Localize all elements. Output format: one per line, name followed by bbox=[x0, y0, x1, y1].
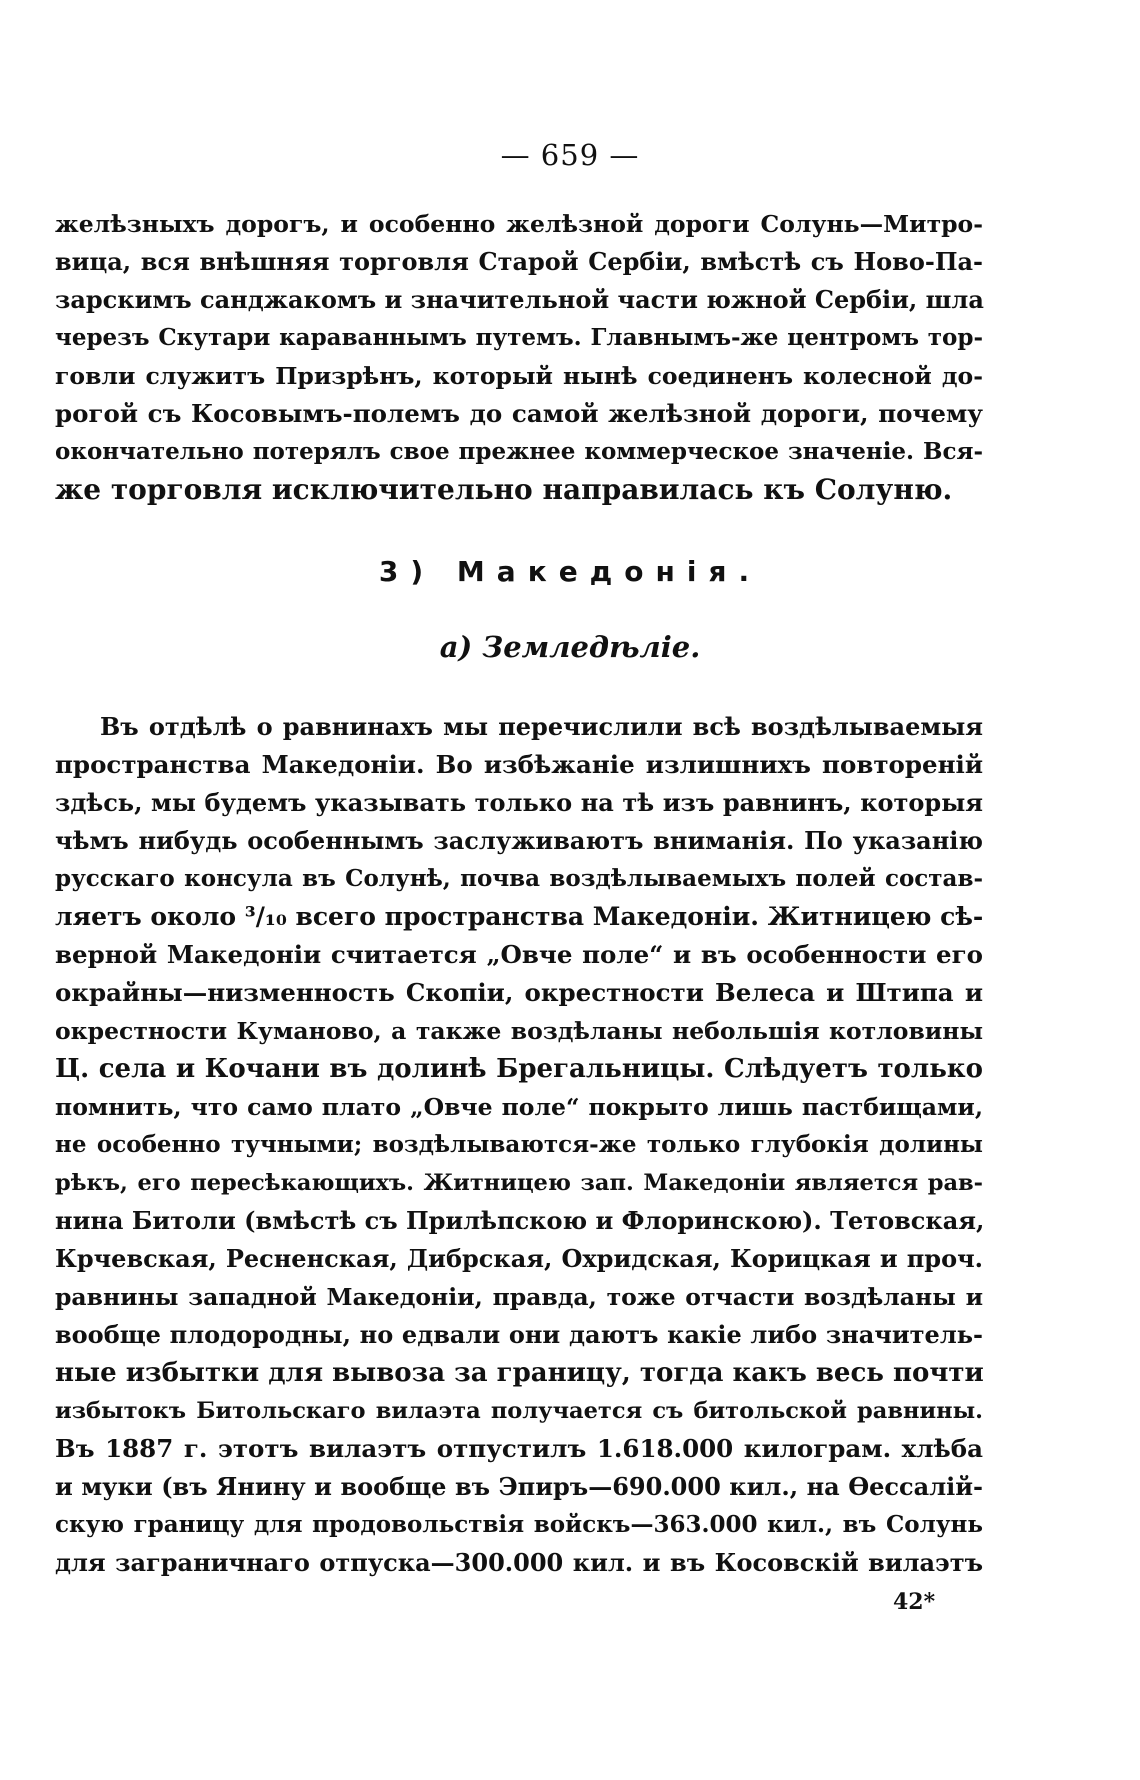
text-line: Ц. села и Кочани въ долинѣ Брегальницы. Слѣдуетъ только bbox=[55, 1054, 983, 1084]
text-line: говли служитъ Призрѣнъ, который нынѣ соединенъ колесной до- bbox=[55, 362, 983, 390]
text-line: вица, вся внѣшняя торговля Старой Сербіи, вмѣстѣ съ Ново-Па- bbox=[55, 247, 983, 276]
subsection-heading: а) Земледѣліе. bbox=[439, 630, 701, 664]
text-line: чѣмъ нибудь особеннымъ заслуживаютъ вниманія. По указанію bbox=[55, 826, 983, 855]
text-line: верной Македоніи считается „Овче поле“ и въ особенности его bbox=[55, 940, 983, 969]
text-line: Крчевская, Ресненская, Дибрская, Охридская, Корицкая и проч. bbox=[55, 1244, 983, 1273]
section-heading: 3) Македонія. bbox=[378, 555, 762, 588]
text-line: здѣсь, мы будемъ указывать только на тѣ изъ равнинъ, которыя bbox=[55, 788, 983, 817]
text-line: зарскимъ санджакомъ и значительной части южной Сербіи, шла bbox=[55, 285, 984, 314]
text-line: для заграничнаго отпуска—300.000 кил. и въ Косовскій вилаэтъ bbox=[55, 1548, 983, 1577]
text-line: ные избытки для вывоза за границу, тогда какъ весь почти bbox=[55, 1358, 984, 1388]
text-line: же торговля исключительно направилась къ Солуню. bbox=[55, 473, 953, 506]
text-line: вообще плодородны, но едвали они даютъ какіе либо значитель- bbox=[55, 1320, 983, 1349]
text-line: не особенно тучными; воздѣлываются-же только глубокія долины bbox=[55, 1131, 983, 1158]
text-line: ляетъ около ³/₁₀ всего пространства Македоніи. Житницею сѣ- bbox=[55, 902, 984, 931]
text-line: желѣзныхъ дорогъ, и особенно желѣзной дороги Солунь—Митро- bbox=[55, 210, 983, 238]
text-line: Въ 1887 г. этотъ вилаэтъ отпустилъ 1.618.000 килограм. хлѣба bbox=[55, 1434, 983, 1463]
text-line: и муки (въ Янину и вообще въ Эпиръ—690.000 кил., на Ѳессалій- bbox=[55, 1472, 983, 1501]
text-line: равнины западной Македоніи, правда, тоже отчасти воздѣланы и bbox=[55, 1283, 983, 1311]
text-line: черезъ Скутари караваннымъ путемъ. Главнымъ-же центромъ тор- bbox=[55, 324, 983, 351]
text-line: нина Битоли (вмѣстѣ съ Прилѣпскою и Флоринскою). Тетовская, bbox=[55, 1206, 985, 1235]
text-line: скую границу для продовольствія войскъ—363.000 кил., въ Солунь bbox=[55, 1511, 983, 1538]
text-line: окрайны—низменность Скопіи, окрестности Велеса и Штипа и bbox=[55, 978, 983, 1007]
page-number: — 659 — bbox=[500, 138, 640, 172]
text-line: окончательно потерялъ свое прежнее коммерческое значеніе. Вся- bbox=[55, 438, 983, 465]
text-line: рѣкъ, его пересѣкающихъ. Житницею зап. Македоніи является рав- bbox=[55, 1170, 983, 1196]
text-line: русскаго консула въ Солунѣ, почва воздѣлываемыхъ полей состав- bbox=[55, 865, 983, 892]
text-line: рогой съ Косовымъ-полемъ до самой желѣзной дороги, почему bbox=[55, 399, 983, 428]
text-line: Въ отдѣлѣ о равнинахъ мы перечислили всѣ воздѣлываемыя bbox=[100, 712, 983, 741]
text-line: окрестности Куманово, а также воздѣланы небольшія котловины bbox=[55, 1017, 983, 1045]
text-line: помнить, что само плато „Овче поле“ покрыто лишь пастбищами, bbox=[55, 1093, 983, 1121]
text-line: пространства Македоніи. Во избѣжаніе излишнихъ повтореній bbox=[55, 750, 983, 779]
text-line: избытокъ Битольскаго вилаэта получается съ битольской равнины. bbox=[55, 1398, 983, 1424]
signature-mark: 42* bbox=[893, 1589, 936, 1615]
